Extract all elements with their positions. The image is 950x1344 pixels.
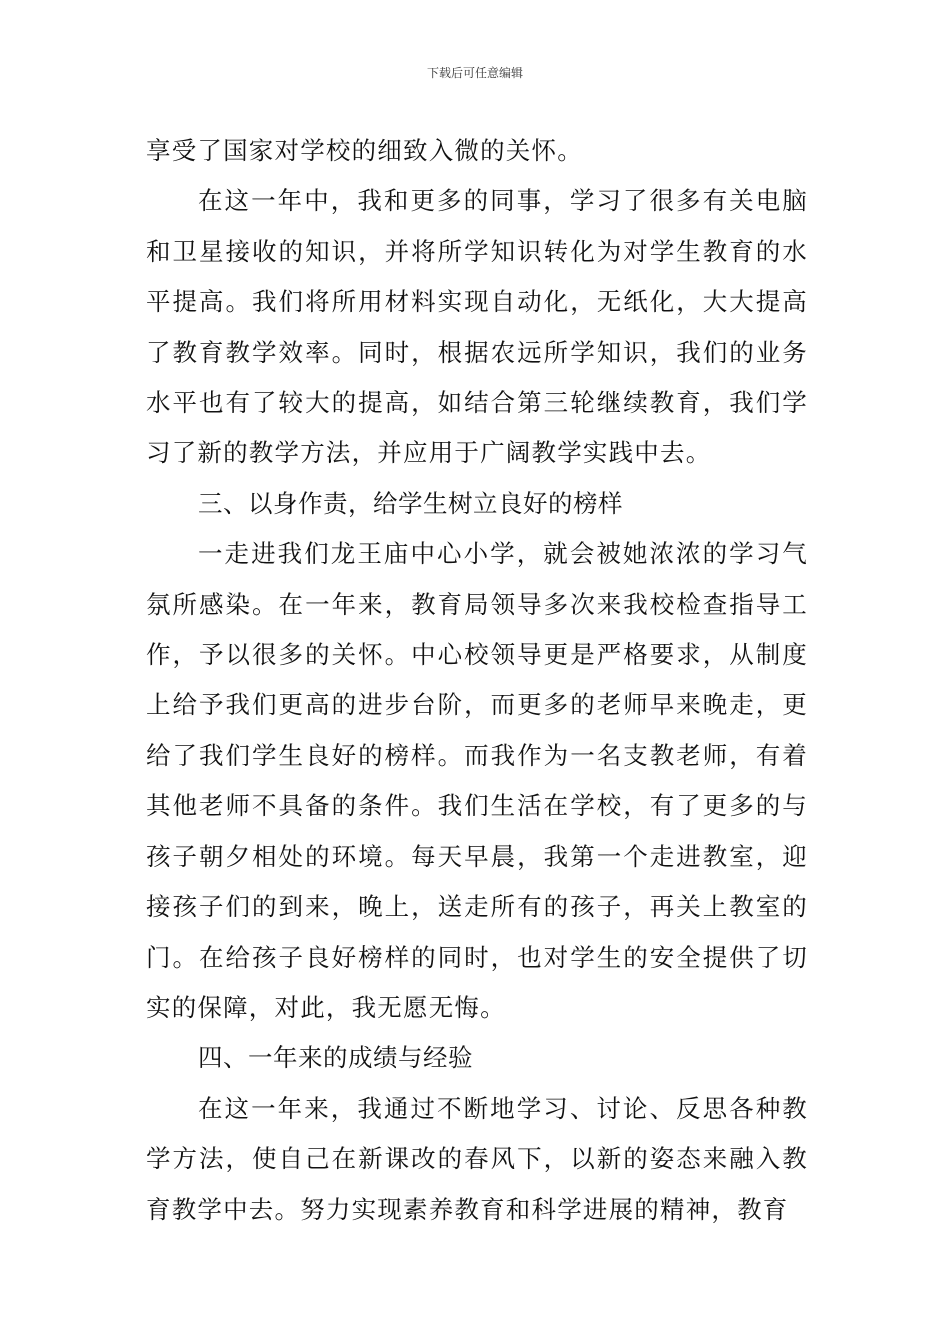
section-heading-4: 四、一年来的成绩与经验: [198, 1043, 473, 1073]
page-header-note: 下载后可任意编辑: [426, 66, 523, 80]
paragraph-study-technology: 在这一年中，我和更多的同事，学习了很多有关电脑和卫星接收的知识，并将所学知识转化为对学生教育的水平提高。我们将所用材料实现自动化，无纸化，大大提高了教育教学效率。同时，根据农远所学知识，我们的业务水平也有了较大的提高，如结合第三轮继续教育，我们学习了新的教学方法，并应用于广阔教学实践中去。: [146, 186, 808, 468]
paragraph-role-model: 一走进我们龙王庙中心小学，就会被她浓浓的学习气氛所感染。在一年来，教育局领导多次来我校检查指导工作，予以很多的关怀。中心校领导更是严格要求，从制度上给予我们更高的进步台阶，而更多的老师早来晚走，更给了我们学生良好的榜样。而我作为一名支教老师，有着其他老师不具备的条件。我们生活在学校，有了更多的与孩子朝夕相处的环境。每天早晨，我第一个走进教室，迎接孩子们的到来，晚上，送走所有的孩子，再关上教室的门。在给孩子良好榜样的同时，也对学生的安全提供了切实的保障，对此，我无愿无悔。: [146, 539, 808, 1022]
paragraph-achievements: 在这一年来，我通过不断地学习、讨论、反思各种教学方法，使自己在新课改的春风下，以新的姿态来融入教育教学中去。努力实现素养教育和科学进展的精神，教育: [146, 1093, 808, 1224]
document-body: [146, 126, 808, 1235]
section-heading-3: 三、以身作责，给学生树立良好的榜样: [198, 488, 623, 518]
paragraph-continuation: 享受了国家对学校的细致入微的关怀。: [146, 136, 583, 165]
